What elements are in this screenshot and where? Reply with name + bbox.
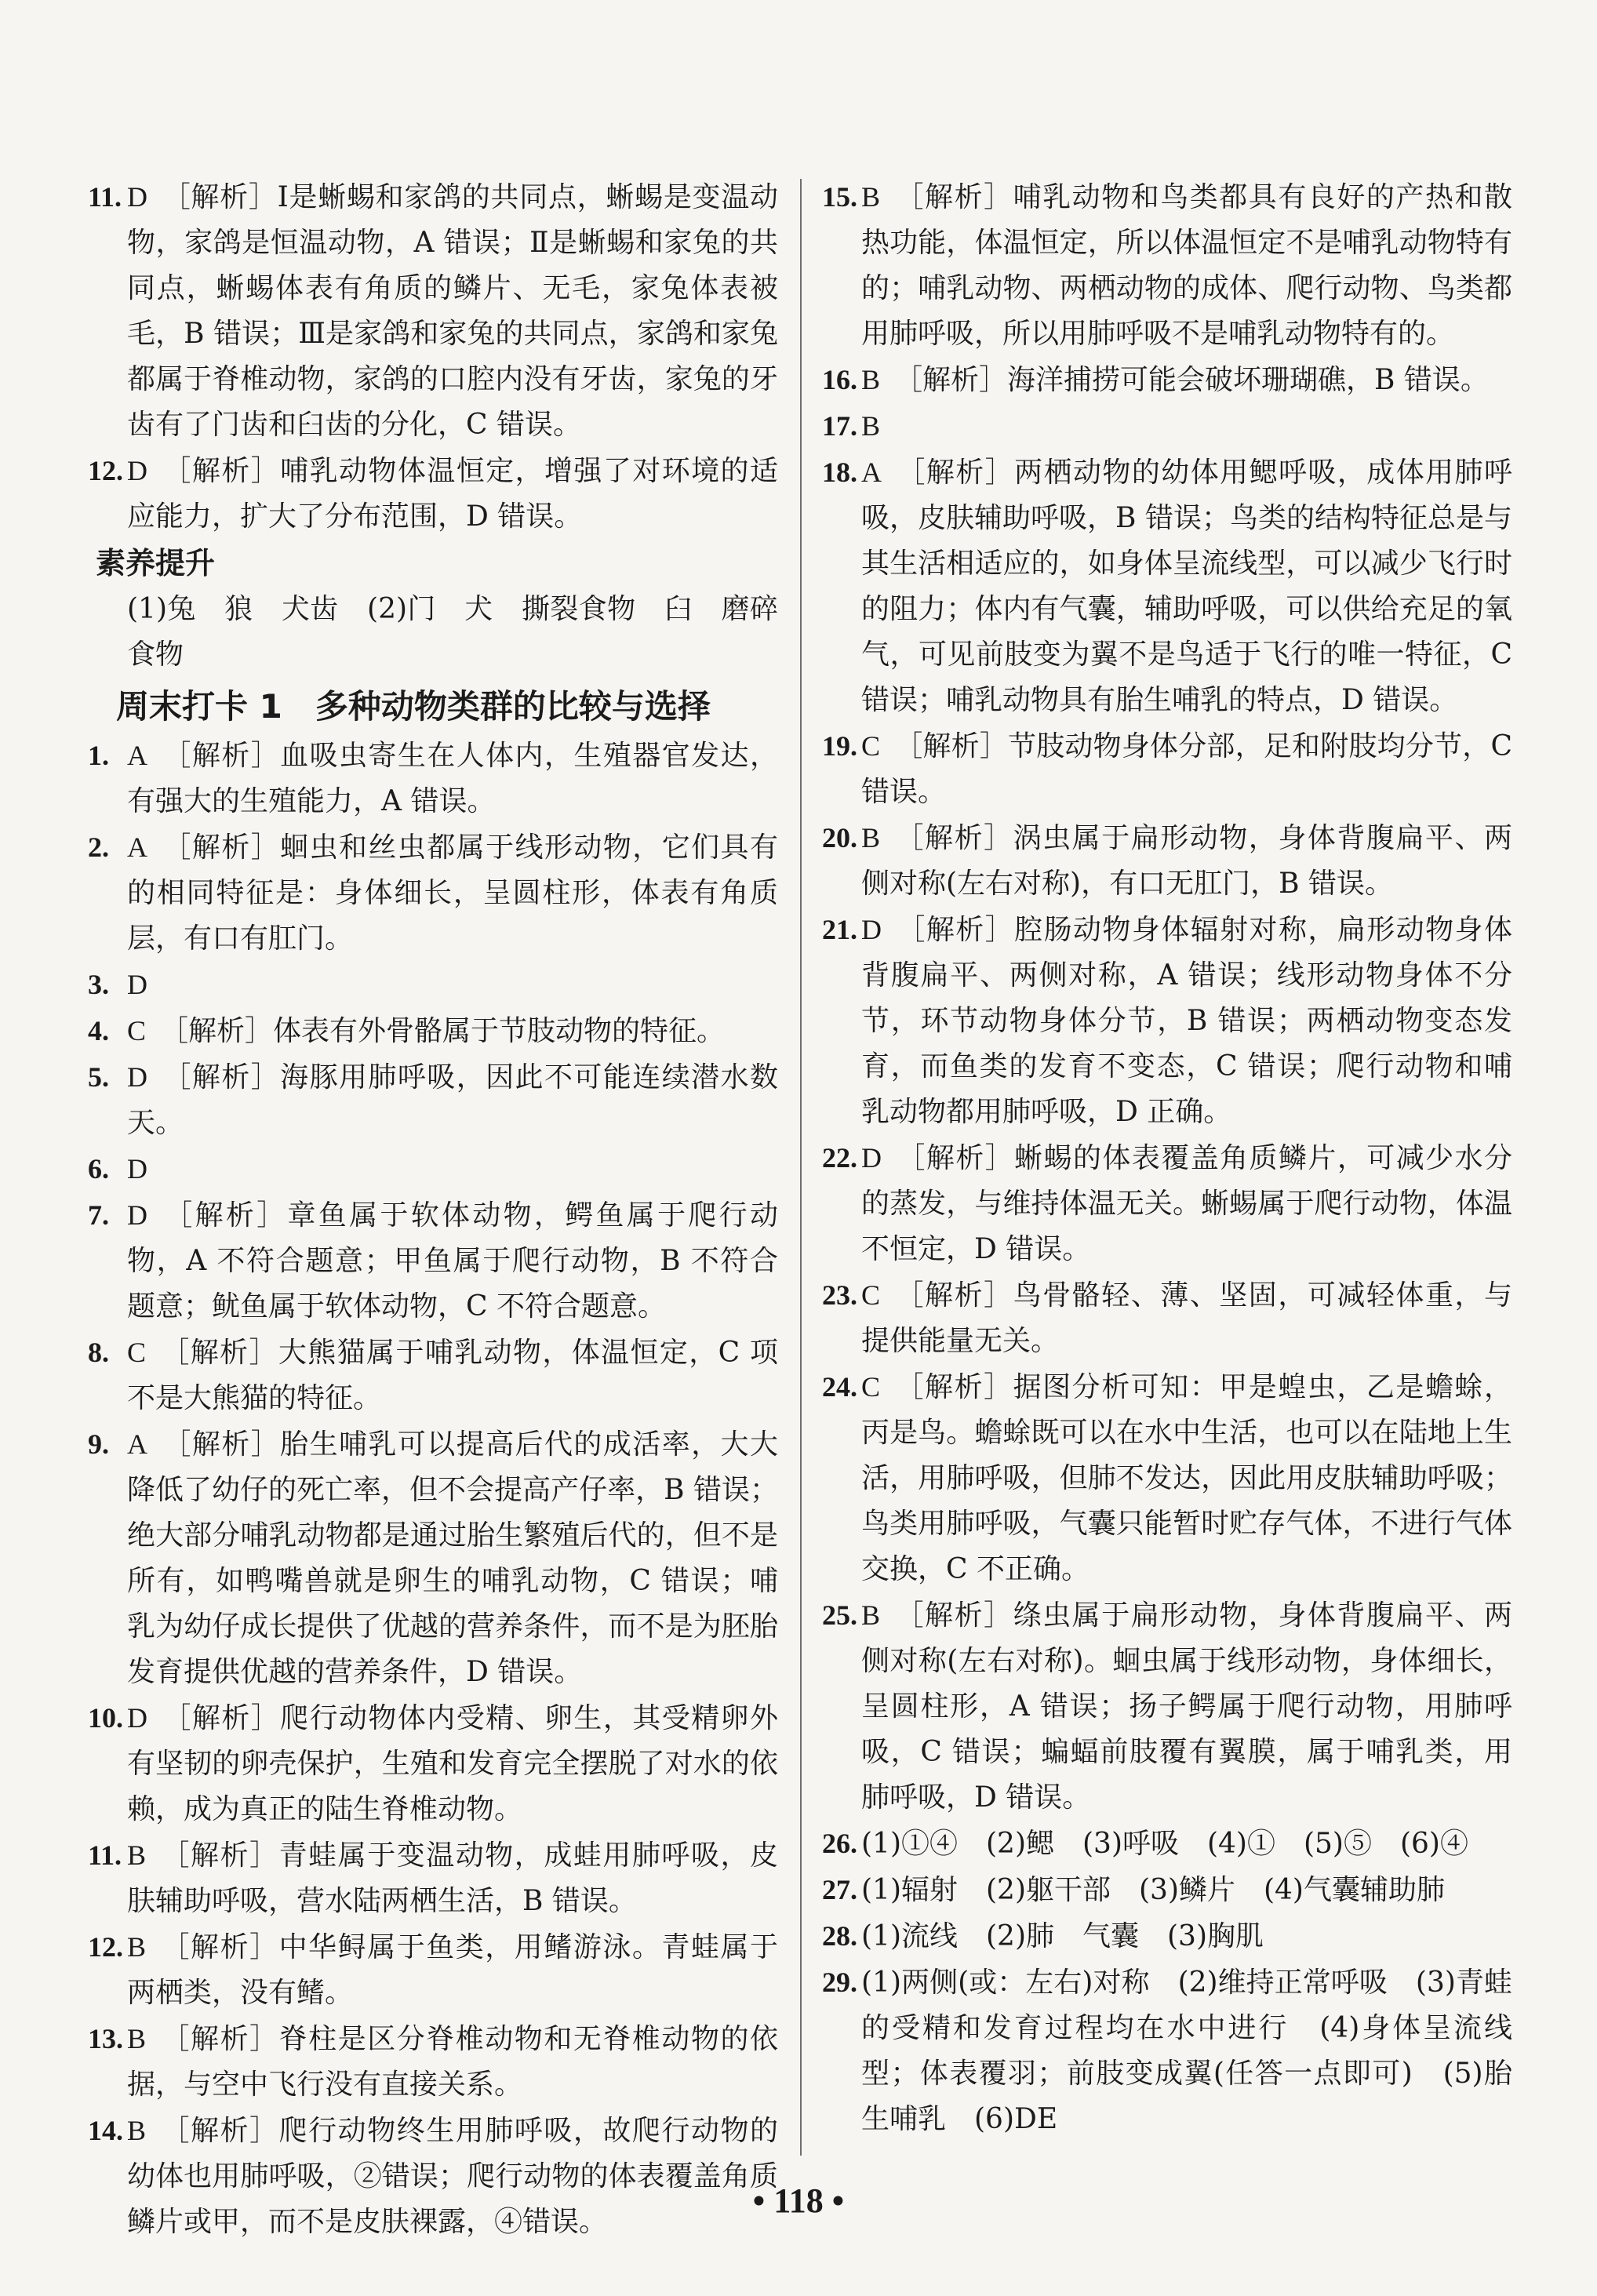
explanation-text: ［解析］涡虫属于扁形动物，身体背腹扁平、两侧对称(左右对称)，有口无肛门，B 错误。 <box>861 822 1512 900</box>
explanation-text: ［解析］哺乳动物体温恒定，增强了对环境的适应能力，扩大了分布范围，D 错误。 <box>127 455 778 533</box>
answer-item <box>822 1272 1512 1364</box>
answer-item <box>822 1959 1512 2142</box>
answer-item <box>822 1867 1512 1913</box>
explanation-text: (1)流线 (2)肺 气囊 (3)胸肌 <box>861 1920 1264 1952</box>
answer-item <box>822 815 1512 907</box>
answer-choice: B <box>127 1839 147 1871</box>
answer-item <box>88 2108 778 2245</box>
question-number: 28. <box>822 1920 857 1952</box>
answer-item <box>822 1821 1512 1867</box>
question-number: 8. <box>88 1337 109 1368</box>
answer-item <box>88 1924 778 2016</box>
answer-choice: C <box>127 1337 147 1368</box>
answer-choice: B <box>861 822 881 853</box>
answer-item <box>822 174 1512 357</box>
question-number: 17. <box>822 410 857 442</box>
explanation-text: ［解析］青蛙属于变温动物，成蛙用肺呼吸，皮肤辅助呼吸，营水陆两栖生活，B 错误。 <box>127 1839 778 1917</box>
explanation-text: ［解析］蜥蜴的体表覆盖角质鳞片，可减少水分的蒸发，与维持体温无关。蜥蜴属于爬行动物，体温不恒定，D 错误。 <box>861 1142 1512 1265</box>
question-number: 25. <box>822 1599 857 1631</box>
chapter-heading: 周末打卡 1 多种动物类群的比较与选择 <box>116 687 711 726</box>
answer-choice: A <box>127 1428 147 1460</box>
question-number: 24. <box>822 1371 857 1403</box>
question-number: 4. <box>88 1015 109 1046</box>
explanation-text: ［解析］爬行动物体内受精、卵生，其受精卵外有坚韧的卵壳保护，生殖和发育完全摆脱了对水的依赖，成为真正的陆生脊椎动物。 <box>127 1702 778 1825</box>
answer-choice: D <box>127 1702 147 1734</box>
answer-item <box>822 449 1512 723</box>
answer-choice: A <box>127 831 147 863</box>
question-number: 1. <box>88 740 109 771</box>
explanation-text: ［解析］两栖动物的幼体用鳃呼吸，成体用肺呼吸，皮肤辅助呼吸，B 错误；鸟类的结构特征总是与其生活相适应的，如身体呈流线型，可以减少飞行时的阻力；体内有气囊，辅助呼吸，可以供给充足的氧气，可见前肢变为翼不是鸟适于飞行的唯一特征，C 错误；哺乳动物具有胎生哺乳的特点，D 错误。 <box>861 457 1512 716</box>
right-column <box>822 174 1512 2142</box>
question-number: 11. <box>88 181 122 213</box>
answer-choice: C <box>861 1279 881 1311</box>
explanation-text: ［解析］腔肠动物身体辐射对称，扁形动物身体背腹扁平、两侧对称，A 错误；线形动物身体不分节，环节动物身体分节，B 错误；两栖动物变态发育，而鱼类的发育不变态，C 错误；爬行动物和哺乳动物都用肺呼吸，D 正确。 <box>861 914 1512 1128</box>
answer-item <box>822 907 1512 1135</box>
answer-choice: C <box>861 1371 881 1403</box>
question-number: 21. <box>822 914 857 945</box>
question-number: 20. <box>822 822 857 853</box>
answer-item <box>88 448 778 540</box>
explanation-text: ［解析］Ⅰ是蜥蜴和家鸽的共同点，蜥蜴是变温动物，家鸽是恒温动物，A 错误；Ⅱ是蜥蜴和家兔的共同点，蜥蜴体表有角质的鳞片、无毛，家兔体表被毛，B 错误；Ⅲ是家鸽和家兔的共同点，家鸽和家兔都属于脊椎动物，家鸽的口腔内没有牙齿，家兔的牙齿有了门齿和臼齿的分化，C 错误。 <box>127 181 778 441</box>
answer-choice: D <box>127 1153 147 1184</box>
answer-item <box>88 733 778 824</box>
explanation-text: ［解析］哺乳动物和鸟类都具有良好的产热和散热功能，体温恒定，所以体温恒定不是哺乳动物特有的；哺乳动物、两栖动物的成体、爬行动物、鸟类都用肺呼吸，所以用肺呼吸不是哺乳动物特有的。 <box>861 181 1512 350</box>
explanation-text: (1)辐射 (2)躯干部 (3)鳞片 (4)气囊辅助肺 <box>861 1874 1445 1906</box>
answer-item <box>88 1421 778 1695</box>
question-number: 12. <box>88 1931 123 1963</box>
question-number: 6. <box>88 1153 109 1184</box>
answer-text: (1)兔 狼 犬齿 (2)门 犬 撕裂食物 臼 磨碎食物 <box>127 593 778 671</box>
explanation-text: ［解析］体表有外骨骼属于节肢动物的特征。 <box>160 1015 726 1047</box>
column-divider <box>800 179 802 2156</box>
question-number: 14. <box>88 2115 123 2146</box>
answer-choice: B <box>861 410 881 442</box>
explanation-text: ［解析］中华鲟属于鱼类，用鳍游泳。青蛙属于两栖类，没有鳍。 <box>127 1931 778 2009</box>
question-number: 18. <box>822 457 857 488</box>
question-number: 15. <box>822 181 857 213</box>
answer-choice: C <box>127 1015 147 1046</box>
answer-choice: D <box>861 914 882 945</box>
explanation-text: ［解析］脊柱是区分脊椎动物和无脊椎动物的依据，与空中飞行没有直接关系。 <box>127 2023 778 2101</box>
question-number: 3. <box>88 969 109 1000</box>
answer-item <box>88 824 778 962</box>
question-number: 13. <box>88 2023 123 2054</box>
answer-item <box>88 174 778 448</box>
answer-item <box>88 1008 778 1054</box>
question-number: 22. <box>822 1142 857 1173</box>
answer-item <box>88 1330 778 1421</box>
answer-item <box>822 1913 1512 1959</box>
question-number: 2. <box>88 831 109 863</box>
answer-item <box>88 1832 778 1924</box>
answer-item <box>822 723 1512 815</box>
answer-choice: A <box>861 457 882 488</box>
question-number: 23. <box>822 1279 857 1311</box>
question-number: 19. <box>822 730 857 762</box>
question-number: 16. <box>822 364 857 395</box>
page-number: • 118 • <box>752 2181 845 2220</box>
answer-item <box>822 403 1512 449</box>
explanation-text: ［解析］海豚用肺呼吸，因此不可能连续潜水数天。 <box>127 1061 778 1139</box>
explanation-text: ［解析］蛔虫和丝虫都属于线形动物，它们具有的相同特征是：身体细长，呈圆柱形，体表有角质层，有口有肛门。 <box>127 831 778 955</box>
question-number: 29. <box>822 1967 857 1998</box>
answer-choice: D <box>127 1061 147 1093</box>
explanation-text: (1)两侧(或：左右)对称 (2)维持正常呼吸 (3)青蛙的受精和发育过程均在水中进行 (4)身体呈流线型；体表覆羽；前肢变成翼(任答一点即可) (5)胎生哺乳 (6)DE <box>861 1967 1512 2135</box>
answer-item <box>822 1364 1512 1592</box>
answer-item <box>88 1695 778 1832</box>
answer-choice: B <box>127 2115 147 2146</box>
question-number: 9. <box>88 1428 109 1460</box>
answer-choice: D <box>127 1199 147 1231</box>
answer-choice: A <box>127 740 147 771</box>
answer-choice: B <box>127 2023 147 2054</box>
answer-item <box>822 357 1512 403</box>
answer-choice: B <box>127 1931 147 1963</box>
explanation-text: ［解析］鸟骨骼轻、薄、坚固，可减轻体重，与提供能量无关。 <box>861 1279 1512 1357</box>
answer-item <box>822 1135 1512 1272</box>
question-number: 27. <box>822 1874 857 1905</box>
answer-item <box>822 1592 1512 1821</box>
explanation-text: ［解析］节肢动物身体分部，足和附肢均分节，C 错误。 <box>861 730 1512 808</box>
answer-choice: B <box>861 1599 881 1631</box>
question-number: 10. <box>88 1702 123 1734</box>
explanation-text: ［解析］胎生哺乳可以提高后代的成活率，大大降低了幼仔的死亡率，但不会提高产仔率，B 错误；绝大部分哺乳动物都是通过胎生繁殖后代的，但不是所有，如鸭嘴兽就是卵生的哺乳动物，C 错误；哺乳为幼仔成长提供了优越的营养条件，而不是为胚胎发育提供优越的营养条件，D 错误。 <box>127 1428 778 1688</box>
answer-item <box>88 2016 778 2108</box>
question-number: 5. <box>88 1061 109 1093</box>
explanation-text: (1)①④ (2)鳃 (3)呼吸 (4)① (5)⑤ (6)④ <box>861 1828 1468 1860</box>
explanation-text: ［解析］绦虫属于扁形动物，身体背腹扁平、两侧对称(左右对称)。蛔虫属于线形动物，身体细长，呈圆柱形，A 错误；扬子鳄属于爬行动物，用肺呼吸，C 错误；蝙蝠前肢覆有翼膜，属于哺乳类，用肺呼吸，D 错误。 <box>861 1599 1512 1814</box>
answer-item <box>88 1192 778 1330</box>
answer-choice: D <box>861 1142 882 1173</box>
explanation-text: ［解析］章鱼属于软体动物，鳄鱼属于爬行动物，A 不符合题意；甲鱼属于爬行动物，B 不符合题意；鱿鱼属于软体动物，C 不符合题意。 <box>127 1199 778 1323</box>
explanation-text: ［解析］血吸虫寄生在人体内，生殖器官发达，有强大的生殖能力，A 错误。 <box>127 740 778 817</box>
answer-choice: B <box>861 181 881 213</box>
answer-choice: D <box>127 181 147 213</box>
answer-choice: D <box>127 455 147 486</box>
answer-item <box>88 962 778 1008</box>
answer-choice: B <box>861 364 881 395</box>
explanation-text: ［解析］据图分析可知：甲是蝗虫，乙是蟾蜍，丙是鸟。蟾蜍既可以在水中生活，也可以在陆地上生活，用肺呼吸，但肺不发达，因此用皮肤辅助呼吸；鸟类用肺呼吸，气囊只能暂时贮存气体，不进行气体交换，C 不正确。 <box>861 1371 1512 1585</box>
question-number: 7. <box>88 1199 109 1231</box>
answer-item <box>88 1054 778 1146</box>
answer-choice: D <box>127 969 147 1000</box>
question-number: 11. <box>88 1839 122 1871</box>
answer-item <box>88 1146 778 1192</box>
section-title: 素养提升 <box>96 546 216 580</box>
question-number: 12. <box>88 455 123 486</box>
answer-choice: C <box>861 730 881 762</box>
explanation-text: ［解析］爬行动物终生用肺呼吸，故爬行动物的幼体也用肺呼吸，②错误；爬行动物的体表覆盖角质鳞片或甲，而不是皮肤裸露，④错误。 <box>127 2115 778 2238</box>
explanation-text: ［解析］海洋捕捞可能会破坏珊瑚礁，B 错误。 <box>894 364 1489 396</box>
left-column <box>88 174 778 2245</box>
explanation-text: ［解析］大熊猫属于哺乳动物，体温恒定，C 项不是大熊猫的特征。 <box>127 1337 778 1414</box>
question-number: 26. <box>822 1828 857 1859</box>
